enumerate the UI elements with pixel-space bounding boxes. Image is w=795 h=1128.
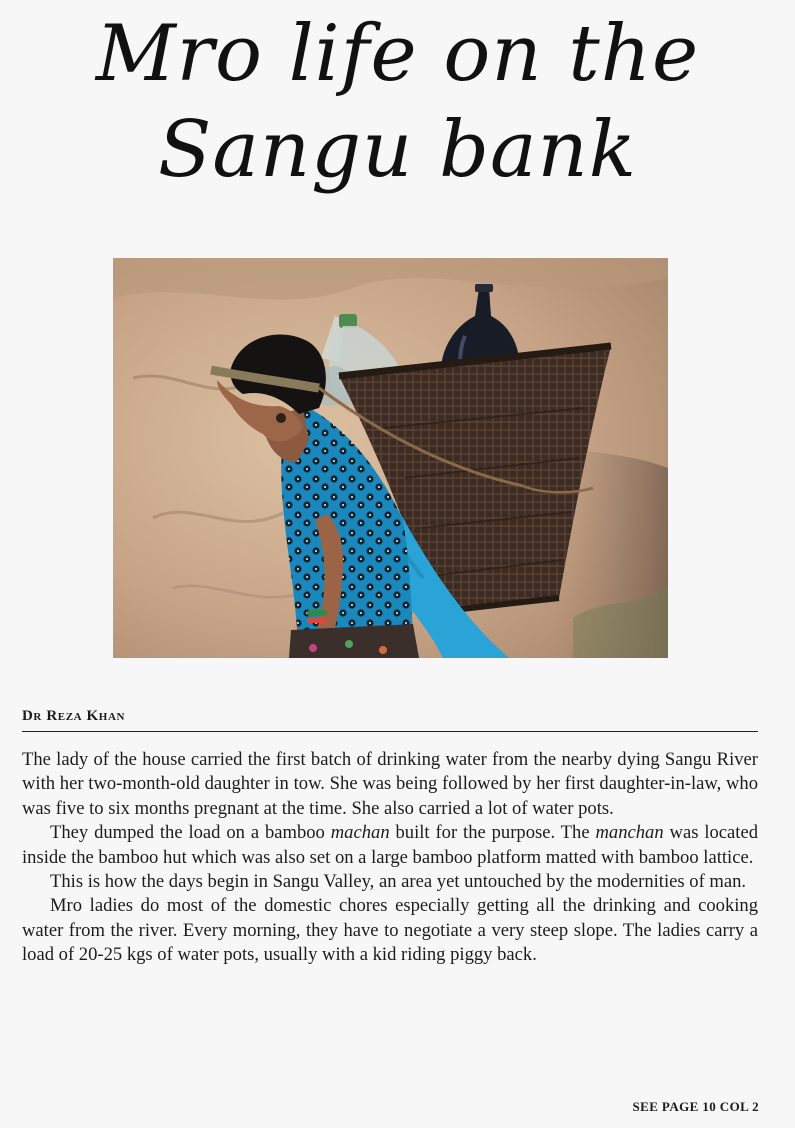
continuation-note: SEE PAGE 10 COL 2 [632,1099,759,1114]
article-paragraph-2 [22,821,758,870]
paragraph-2-text-c: was located inside the bamboo hut which was also set on a large bamboo platform matted with bamboo lattice. [22,822,759,868]
paragraph-2-text-a: They dumped the load on a bamboo [50,822,331,844]
article-body [22,748,758,968]
article-paragraph-4: Mro ladies do most of the domestic chores especially getting all the drinking and cooking water from the river. Every morning, they have to negotiate a very steep slope. The ladies carry a load of 20-25 kgs of water pots, usually with a kid riding piggy back. [22,895,758,966]
term-manchan: manchan [595,822,664,844]
headline-line-1: Mro life on the [95,9,700,99]
article-photo [113,258,668,658]
headline [0,6,795,198]
term-machan: machan [330,822,390,844]
author-byline: Dr Reza Khan [22,708,758,732]
article-paragraph-1: The lady of the house carried the first batch of drinking water from the nearby dying Sangu River with her two-month-old daughter in tow. She was being followed by her first daughter-in-law, who was five to six months pregnant at the time. She also carried a lot of water pots. [22,749,758,819]
headline-line-2: Sangu bank [157,105,638,195]
article-paragraph-3: This is how the days begin in Sangu Valley, an area yet untouched by the modernities of man. [50,871,747,893]
paragraph-2-text-b: built for the purpose. The [389,822,596,844]
